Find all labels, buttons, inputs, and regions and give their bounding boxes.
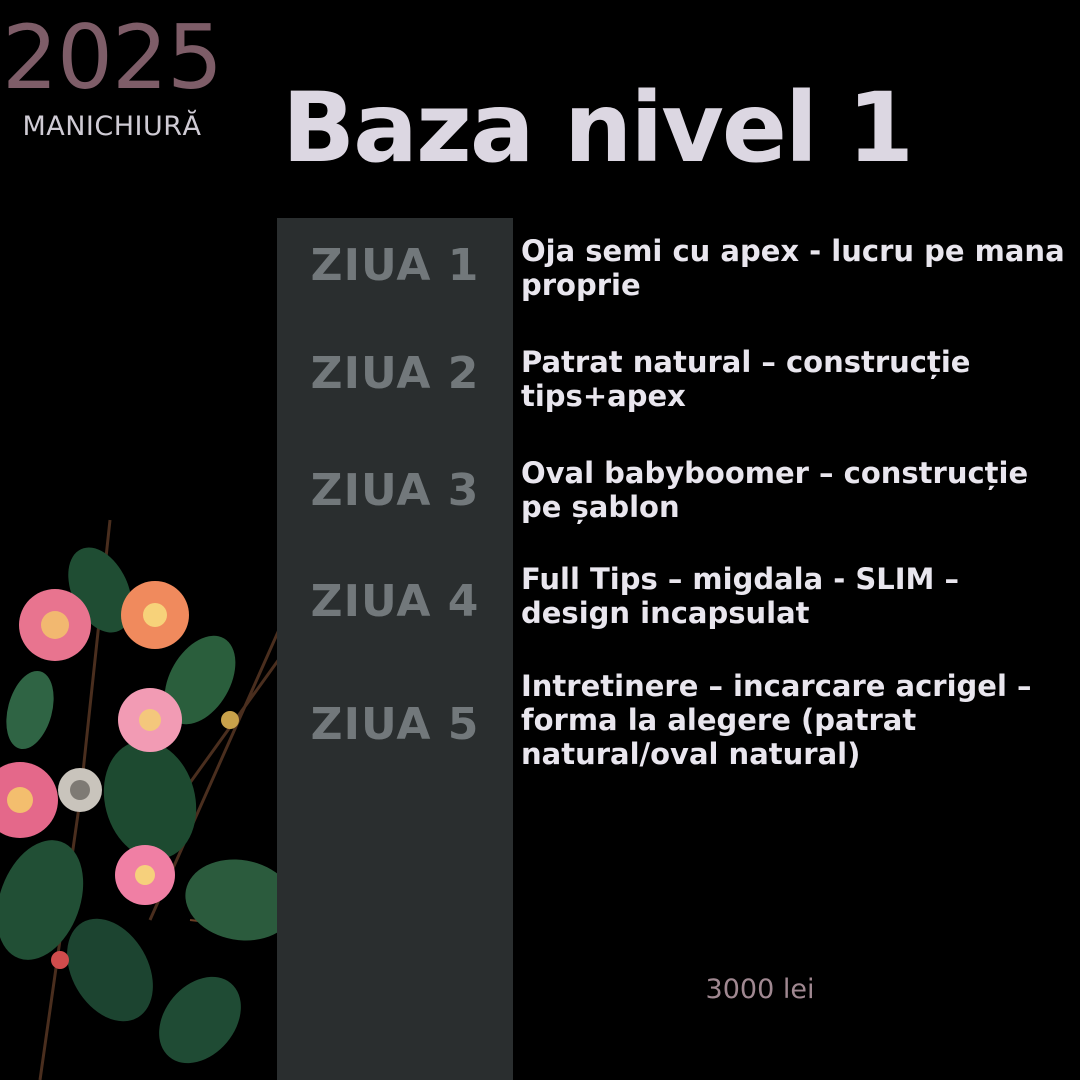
day-label: ZIUA 5 <box>310 699 480 750</box>
price: 3000 lei <box>705 974 815 1005</box>
day-label: ZIUA 1 <box>310 240 480 291</box>
day-description: Intretinere – incarcare acrigel – forma la alegere (patrat natural/oval natural) <box>521 669 1032 771</box>
day-description: Full Tips – migdala - SLIM – design incapsulat <box>521 562 960 630</box>
day-description: Oja semi cu apex - lucru pe mana proprie <box>521 234 1065 302</box>
day-description: Patrat natural – construcție tips+apex <box>521 345 971 413</box>
day-label: ZIUA 4 <box>310 576 480 627</box>
day-label: ZIUA 3 <box>310 465 480 516</box>
day-description: Oval babyboomer – construcție pe șablon <box>521 456 1029 524</box>
page-title: Baza nivel 1 <box>282 72 913 184</box>
day-label: ZIUA 2 <box>310 348 480 399</box>
category-label: MANICHIURĂ <box>22 111 202 142</box>
year: 2025 <box>2 6 222 109</box>
